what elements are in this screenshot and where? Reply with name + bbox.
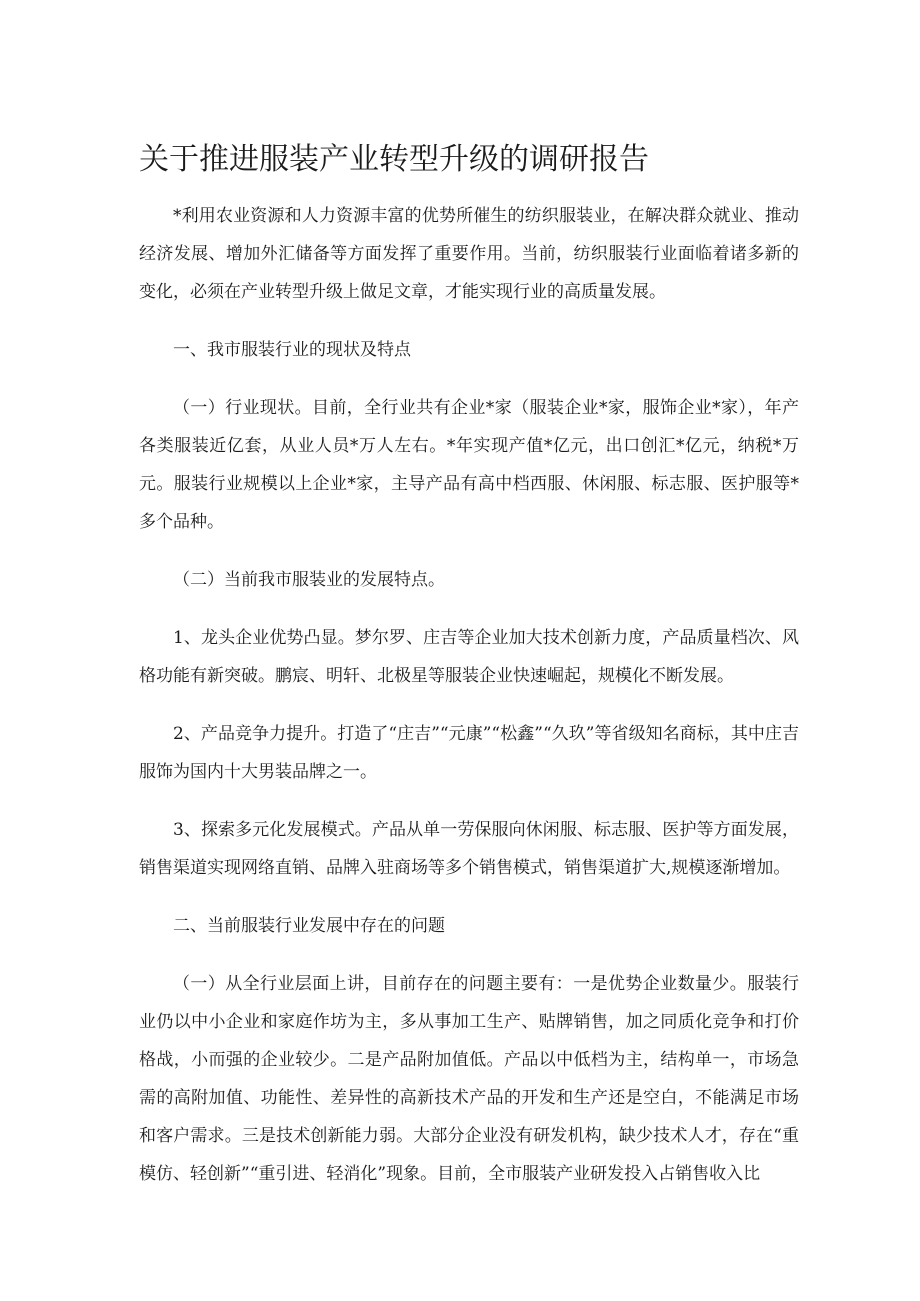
paragraph-problems: （一）从全行业层面上讲，目前存在的问题主要有：一是优势企业数量少。服装行业仍以中小企业和家庭作坊为主，多从事加工生产、贴牌销售，加之同质化竞争和打价格战，小而强的企业较少。二是产品附加值低。产品以中低档为主，结构单一，市场急需的高附加值、功能性、差异性的高新技术产品的开发和生产还是空白，不能满足市场和客户需求。三是技术创新能力弱。大部分企业没有研发机构，缺少技术人才，存在“重模仿、轻创新”“重引进、轻消化”现象。目前，全市服装产业研发投入占销售收入比	[139, 974, 799, 1184]
paragraph-feature-3: 3、探索多元化发展模式。产品从单一劳保服向休闲服、标志服、医护等方面发展，销售渠道实现网络直销、品牌入驻商场等多个销售模式，销售渠道扩大,规模逐渐增加。	[139, 820, 799, 878]
paragraph-feature-1: 1、龙头企业优势凸显。梦尔罗、庄吉等企业加大技术创新力度，产品质量档次、风格功能有新突破。鹏宸、明轩、北极星等服装企业快速崛起，规模化不断发展。	[139, 628, 799, 686]
document-body	[139, 197, 799, 1213]
section-heading-1: 一、我市服装行业的现状及特点	[173, 340, 411, 360]
intro-paragraph: *利用农业资源和人力资源丰富的优势所催生的纺织服装业，在解决群众就业、推动经济发展、增加外汇储备等方面发挥了重要作用。当前，纺织服装行业面临着诸多新的变化，必须在产业转型升级上做足文章，才能实现行业的高质量发展。	[139, 206, 799, 302]
subsection-heading-features: （二）当前我市服装业的发展特点。	[173, 570, 445, 590]
document-title: 关于推进服装产业转型升级的调研报告	[139, 142, 649, 177]
paragraph-feature-2: 2、产品竞争力提升。打造了“庄吉”“元康”“松鑫”“久玖”等省级知名商标，其中庄吉服饰为国内十大男装品牌之一。	[139, 724, 799, 782]
paragraph-industry-status: （一）行业现状。目前，全行业共有企业*家（服装企业*家，服饰企业*家），年产各类服装近亿套，从业人员*万人左右。*年实现产值*亿元，出口创汇*亿元，纳税*万元。服装行业规模以上企业*家，主导产品有高中档西服、休闲服、标志服、医护服等*多个品种。	[139, 398, 799, 532]
section-heading-2: 二、当前服装行业发展中存在的问题	[173, 916, 445, 936]
